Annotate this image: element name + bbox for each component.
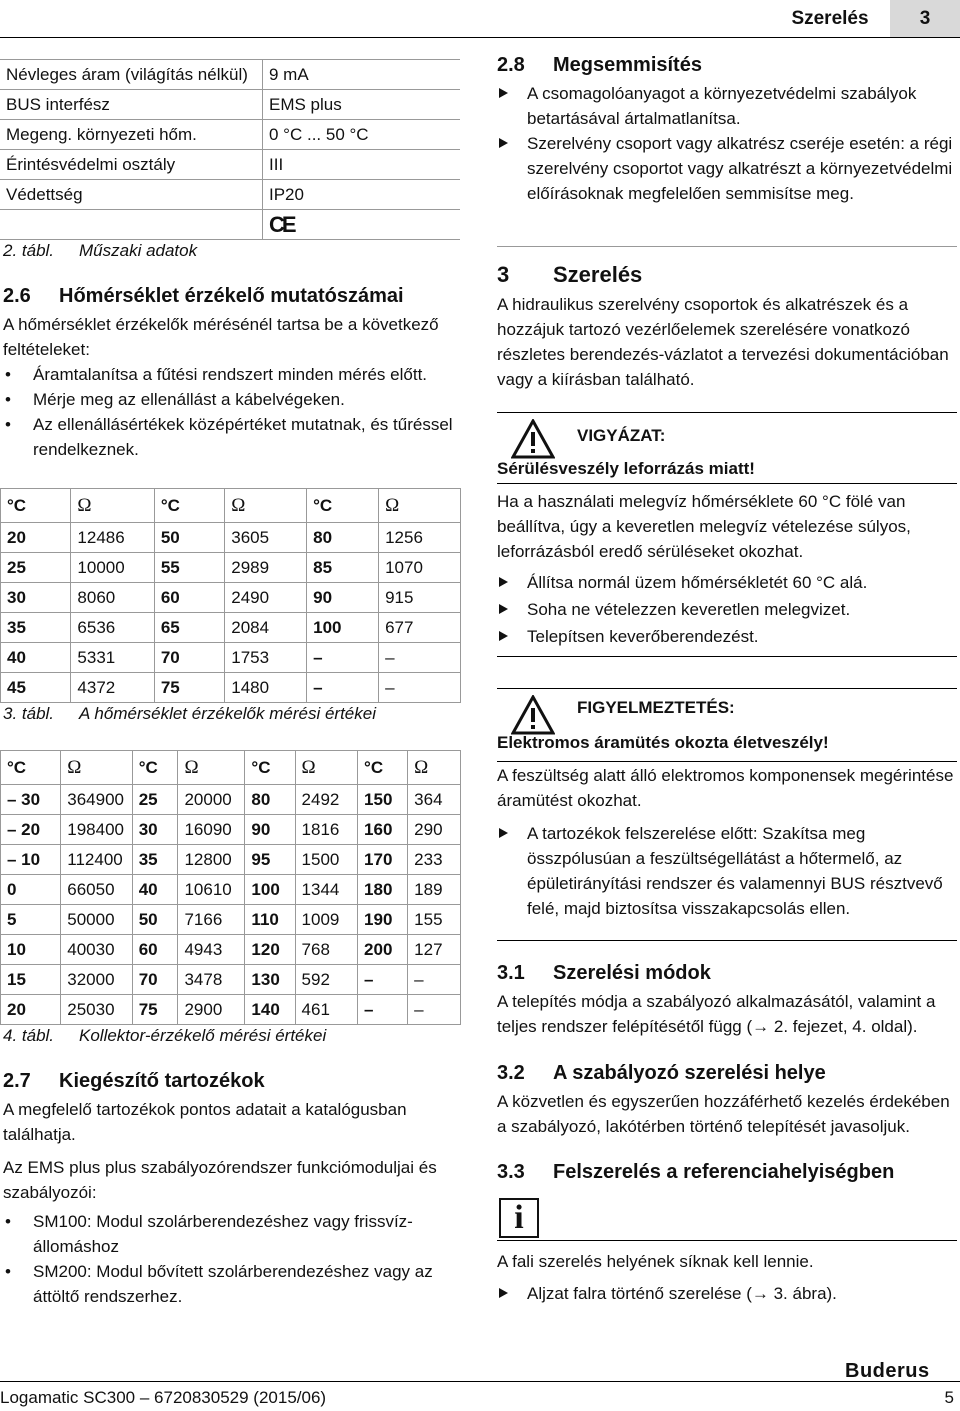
table-cell: 364900 [61, 785, 132, 815]
table-cell: – [358, 995, 408, 1025]
table-cell: 198400 [61, 815, 132, 845]
tech-label: Névleges áram (világítás nélkül) [0, 60, 263, 90]
table-cell: 50 [132, 905, 178, 935]
ohm-header: Ω [379, 489, 461, 523]
table-cell: 75 [132, 995, 178, 1025]
table-cell: 85 [307, 553, 379, 583]
table-cell: 170 [358, 845, 408, 875]
table-cell: 1816 [295, 815, 358, 845]
table-cell: 180 [358, 875, 408, 905]
table-cell: 60 [132, 935, 178, 965]
bullet-item: • Az ellenállásértékek középértéket mutatnak, és tűréssel rendelkeznek. [3, 412, 458, 462]
info-icon: i [499, 1198, 539, 1238]
table-cell: 50000 [61, 905, 132, 935]
action-item: Telepítsen keverőberendezést. [497, 624, 957, 649]
table-cell: – [379, 673, 461, 703]
section-heading: 3.3 Felszerelés a referenciahelyiségben [497, 1161, 895, 1183]
table-cell: 45 [1, 673, 71, 703]
action-item: Aljzat falra történő szerelése (→ 3. ábra). [497, 1281, 957, 1306]
tech-value: 9 mA [263, 60, 461, 90]
divider [497, 940, 957, 941]
bullet-item: • Mérje meg az ellenállást a kábelvégeken. [3, 387, 458, 412]
table-cell: 0 [1, 875, 61, 905]
table-cell: 3478 [178, 965, 245, 995]
warning-content [497, 763, 957, 921]
table-cell: – [408, 995, 461, 1025]
section-3-2 [497, 1062, 957, 1139]
section-heading: 2.8 Megsemmisítés [497, 54, 702, 76]
caution-subtitle: Sérülésveszély leforrázás miatt! [497, 459, 755, 478]
table-cell: 150 [358, 785, 408, 815]
ohm-header: Ω [225, 489, 307, 523]
table-cell: 7166 [178, 905, 245, 935]
table-cell: 8060 [71, 583, 154, 613]
table-cell: 127 [408, 935, 461, 965]
table-cell: 32000 [61, 965, 132, 995]
paragraph: A megfelelő tartozékok pontos adatait a katalógusban találhatja. [3, 1100, 407, 1144]
caution-content [497, 489, 957, 649]
table-cell: 461 [295, 995, 358, 1025]
table-cell: 25030 [61, 995, 132, 1025]
section-3 [497, 262, 957, 392]
table-header-row [1, 751, 461, 785]
table-cell: 2490 [225, 583, 307, 613]
table-cell: 1009 [295, 905, 358, 935]
table-cell: 189 [408, 875, 461, 905]
table-cell: 20 [1, 995, 61, 1025]
table-header-row [1, 489, 461, 523]
table-cell: 40030 [61, 935, 132, 965]
section-3-3 [497, 1161, 957, 1184]
action-item: Szerelvény csoport vagy alkatrész cseréje esetén: a régi szerelvény csoportot vagy alkatrészt a környezetvédelmi előírásoknak megfelelően semmisítse meg. [497, 131, 957, 206]
footer-doc-id: Logamatic SC300 – 6720830529 (2015/06) [0, 1388, 327, 1407]
table3-caption: 3. tábl. A hőmérséklet érzékelők mérési értékei [3, 704, 376, 723]
table-cell: 15 [1, 965, 61, 995]
section-heading: 2.7 Kiegészítő tartozékok [3, 1070, 265, 1092]
tech-row [0, 210, 460, 240]
table-cell: 40 [132, 875, 178, 905]
table-cell: 100 [245, 875, 295, 905]
table-cell: 290 [408, 815, 461, 845]
table-cell: 70 [132, 965, 178, 995]
chapter-heading: 3 Szerelés [497, 262, 643, 287]
tech-row [0, 120, 460, 150]
table-cell: 592 [295, 965, 358, 995]
paragraph: A telepítés módja a szabályozó alkalmazásától, valamint a teljes rendszer felépítésétől függ (→ 2. fejezet, 4. oldal). [497, 992, 936, 1036]
table-cell: 90 [307, 583, 379, 613]
table-cell: 915 [379, 583, 461, 613]
table-cell: 2900 [178, 995, 245, 1025]
footer-page-number: 5 [944, 1388, 954, 1407]
table-cell: 1256 [379, 523, 461, 553]
celsius-header: °C [245, 751, 295, 785]
table-cell: 2084 [225, 613, 307, 643]
section-heading: 2.6 Hőmérséklet érzékelő mutatószámai [3, 285, 404, 307]
tech-row [0, 60, 460, 90]
action-item: Állítsa normál üzem hőmérsékletét 60 °C alá. [497, 570, 957, 595]
tech-value: EMS plus [263, 90, 461, 120]
intro-text: A hőmérséklet érzékelők mérésénél tartsa be a következő feltételeket: [3, 315, 439, 359]
tech-row [0, 180, 460, 210]
tech-label: Érintésvédelmi osztály [0, 150, 263, 180]
table-cell: 1480 [225, 673, 307, 703]
table-row [1, 905, 461, 935]
section-label: Szerelés [791, 7, 869, 29]
warning-title: FIGYELMEZTETÉS: [577, 698, 735, 717]
celsius-header: °C [307, 489, 379, 523]
tech-value: 0 °C ... 50 °C [263, 120, 461, 150]
caution-title: VIGYÁZAT: [577, 426, 666, 445]
table-row [1, 995, 461, 1025]
ohm-header: Ω [178, 751, 245, 785]
paragraph: A közvetlen és egyszerűen hozzáférhető kezelés érdekében a szabályozó, lakótérben történő telepítését javasoljuk. [497, 1092, 950, 1136]
section-2-8 [497, 54, 957, 206]
warning-triangle-icon [511, 419, 555, 459]
ohm-header: Ω [71, 489, 154, 523]
table-cell: 112400 [61, 845, 132, 875]
table-cell: 90 [245, 815, 295, 845]
bullet-item: • SM200: Modul bővített szolárberendezéshez vagy az áttöltő rendszerhez. [3, 1259, 458, 1309]
table-row [1, 965, 461, 995]
table-cell: 5 [1, 905, 61, 935]
table-cell: 190 [358, 905, 408, 935]
table-cell: 65 [154, 613, 224, 643]
sensor-values-table [0, 488, 461, 703]
table-cell: 768 [295, 935, 358, 965]
table-cell: 110 [245, 905, 295, 935]
table-row [1, 583, 461, 613]
table-cell: 95 [245, 845, 295, 875]
paragraph: A hidraulikus szerelvény csoportok és alkatrészek és a hozzájuk tartozó vezérlőelemek szerelésére vonatkozó részletes berendezés-vázlatot a tervezési dokumentációban vagy a kiírásban található. [497, 295, 949, 389]
celsius-header: °C [358, 751, 408, 785]
table-cell: 364 [408, 785, 461, 815]
table-row [1, 613, 461, 643]
table-cell: 12800 [178, 845, 245, 875]
table-cell: 50 [154, 523, 224, 553]
table-cell: 10610 [178, 875, 245, 905]
table-cell: 140 [245, 995, 295, 1025]
section-heading: 3.1 Szerelési módok [497, 962, 711, 984]
celsius-header: °C [1, 489, 71, 523]
bullet-item: • SM100: Modul szolárberendezéshez vagy frissvíz-állomáshoz [3, 1209, 458, 1259]
table-cell: 75 [154, 673, 224, 703]
info-content [497, 1249, 957, 1306]
table-row [1, 643, 461, 673]
tech-label: Megeng. környezeti hőm. [0, 120, 263, 150]
table2-caption [3, 241, 197, 261]
table-cell: 155 [408, 905, 461, 935]
tech-label [0, 210, 263, 240]
collector-sensor-table [0, 750, 461, 1025]
table-cell: 16090 [178, 815, 245, 845]
tech-value: IP20 [263, 180, 461, 210]
caption-text: Műszaki adatok [79, 241, 198, 260]
table-cell: – [408, 965, 461, 995]
table-cell: 25 [1, 553, 71, 583]
table-cell: 10 [1, 935, 61, 965]
tech-row [0, 150, 460, 180]
ohm-header: Ω [61, 751, 132, 785]
table-cell: 233 [408, 845, 461, 875]
section-2-7 [3, 1070, 458, 1309]
brand-logo: Buderus [845, 1360, 930, 1382]
table-cell: 3605 [225, 523, 307, 553]
celsius-header: °C [154, 489, 224, 523]
table-cell: – [358, 965, 408, 995]
table-cell: 40 [1, 643, 71, 673]
caution-box [497, 412, 957, 484]
table-cell: 25 [132, 785, 178, 815]
ce-mark: CE [263, 210, 461, 240]
warning-box [497, 688, 957, 762]
warning-subtitle: Elektromos áramütés okozta életveszély! [497, 733, 829, 752]
table-cell: 80 [307, 523, 379, 553]
divider [497, 246, 957, 247]
table-cell: – 10 [1, 845, 61, 875]
table-cell: 35 [1, 613, 71, 643]
header-rule [0, 37, 960, 38]
divider [497, 656, 957, 657]
table-cell: 60 [154, 583, 224, 613]
paragraph: Ha a használati melegvíz hőmérséklete 60 °C fölé van beállítva, úgy a keveretlen melegvíz vételezése súlyos, leforrázásból eredő sérüléseket okozhat. [497, 492, 911, 561]
table-row [1, 815, 461, 845]
table-cell: 120 [245, 935, 295, 965]
table-row [1, 523, 461, 553]
table-cell: – [307, 643, 379, 673]
table-row [1, 875, 461, 905]
table-cell: 80 [245, 785, 295, 815]
celsius-header: °C [132, 751, 178, 785]
action-item: Soha ne vételezzen keveretlen melegvizet. [497, 597, 957, 622]
section-2-6 [3, 285, 458, 462]
table-cell: 1070 [379, 553, 461, 583]
section-heading: 3.2 A szabályozó szerelési helye [497, 1062, 826, 1084]
table-cell: 30 [1, 583, 71, 613]
ohm-header: Ω [408, 751, 461, 785]
table-cell: 5331 [71, 643, 154, 673]
table-cell: 677 [379, 613, 461, 643]
action-item: A csomagolóanyagot a környezetvédelmi szabályok betartásával ártalmatlanítsa. [497, 81, 957, 131]
table-cell: 4372 [71, 673, 154, 703]
table-cell: – 20 [1, 815, 61, 845]
celsius-header: °C [1, 751, 61, 785]
table-row [1, 785, 461, 815]
tech-value: III [263, 150, 461, 180]
tech-data-table [0, 59, 460, 240]
footer-rule [0, 1381, 960, 1382]
table-cell: – [307, 673, 379, 703]
table-cell: 1753 [225, 643, 307, 673]
table-cell: 2492 [295, 785, 358, 815]
table-cell: 10000 [71, 553, 154, 583]
table-cell: 2989 [225, 553, 307, 583]
table-cell: 160 [358, 815, 408, 845]
paragraph: A feszültség alatt álló elektromos komponensek megérintése áramütést okozhat. [497, 766, 954, 810]
table-cell: 66050 [61, 875, 132, 905]
table-cell: 200 [358, 935, 408, 965]
table-cell: 12486 [71, 523, 154, 553]
table-row [1, 935, 461, 965]
table-cell: 30 [132, 815, 178, 845]
table-cell: 4943 [178, 935, 245, 965]
table-cell: 55 [154, 553, 224, 583]
table-cell: 70 [154, 643, 224, 673]
table4-caption: 4. tábl. Kollektor-érzékelő mérési értékei [3, 1026, 327, 1045]
page-tab-number: 3 [890, 0, 960, 37]
table-row [1, 553, 461, 583]
table-cell: 6536 [71, 613, 154, 643]
table-row [1, 845, 461, 875]
bullet-item: • Áramtalanítsa a fűtési rendszert minden mérés előtt. [3, 362, 458, 387]
table-cell: 20000 [178, 785, 245, 815]
ohm-header: Ω [295, 751, 358, 785]
header-tab [770, 0, 960, 37]
tech-label: BUS interfész [0, 90, 263, 120]
table-row [1, 673, 461, 703]
table-cell: 1500 [295, 845, 358, 875]
warning-triangle-icon [511, 695, 555, 735]
paragraph: A fali szerelés helyének síknak kell lennie. [497, 1252, 814, 1271]
table-cell: 20 [1, 523, 71, 553]
section-3-1 [497, 962, 957, 1039]
table-cell: 100 [307, 613, 379, 643]
table-cell: 1344 [295, 875, 358, 905]
table-cell: – 30 [1, 785, 61, 815]
caption-number: 2. tábl. [3, 241, 55, 260]
info-box [497, 1198, 957, 1241]
tech-row [0, 90, 460, 120]
tech-label: Védettség [0, 180, 263, 210]
table-cell: – [379, 643, 461, 673]
action-item: A tartozékok felszerelése előtt: Szakítsa meg összpólusúan a feszültségellátást a hőtermelő, az épületirányítási rendszer és valamennyi BUS résztvevő felé, majd biztosítsa visszakapcsolás ellen. [497, 821, 957, 921]
table-cell: 130 [245, 965, 295, 995]
table-cell: 35 [132, 845, 178, 875]
paragraph: Az EMS plus plus szabályozórendszer funkciómoduljai és szabályozói: [3, 1158, 437, 1202]
